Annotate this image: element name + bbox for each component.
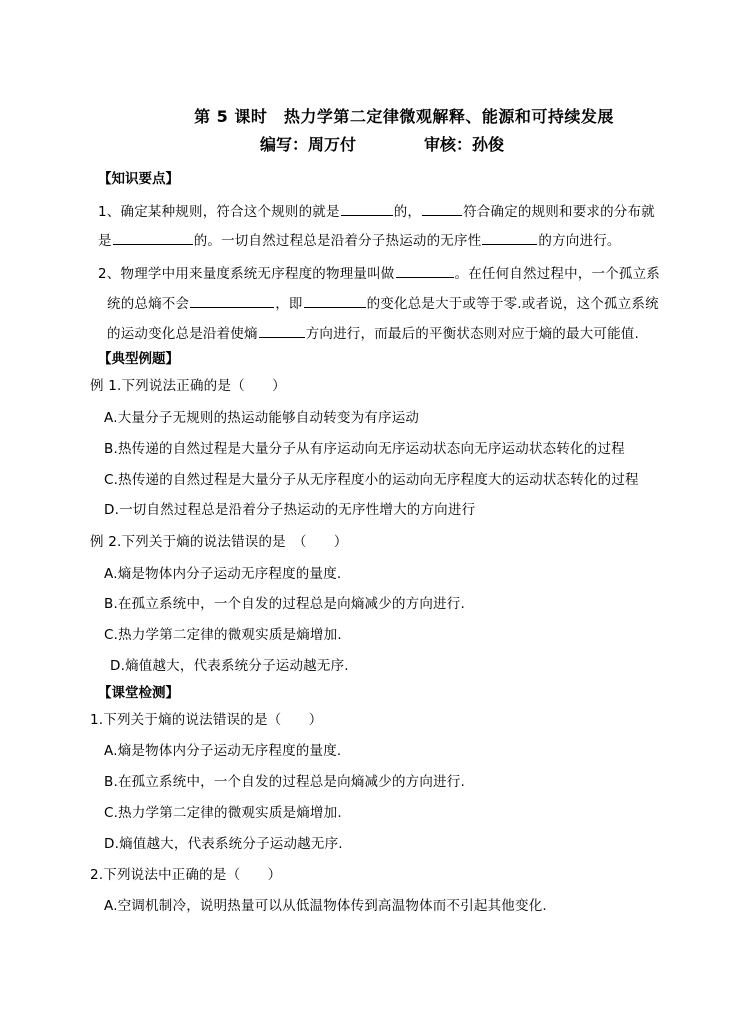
example1-option-c: C.热传递的自然过程是大量分子从无序程度小的运动向无序程度大的运动状态转化的过程 xyxy=(104,472,639,488)
section-heading-examples: 【典型例题】 xyxy=(98,351,179,367)
example2-option-b: B.在孤立系统中，一个自发的过程总是向熵减少的方向进行. xyxy=(104,596,465,612)
fill-blank xyxy=(190,293,274,308)
section-heading-knowledge: 【知识要点】 xyxy=(98,171,179,187)
check1-option-b: B.在孤立系统中，一个自发的过程总是向熵减少的方向进行. xyxy=(104,774,465,790)
fill-blank xyxy=(396,263,454,278)
example2-question: 例 2.下列关于熵的说法错误的是 （ ） xyxy=(90,534,348,550)
knowledge-line-5 xyxy=(107,322,639,342)
page-title: 第 5 课时 热力学第二定律微观解释、能源和可持续发展 xyxy=(194,107,614,126)
example2-option-d: D.熵值越大，代表系统分子运动越无序. xyxy=(110,658,349,674)
knowledge-text: 。在任何自然过程中，一个孤立系 xyxy=(454,266,660,282)
knowledge-text: 符合确定的规则和要求的分布就 xyxy=(463,204,655,220)
check1-question: 1.下列关于熵的说法错误的是（ ） xyxy=(90,712,323,728)
knowledge-text: 的， xyxy=(393,204,422,220)
example1-option-b: B.热传递的自然过程是大量分子从有序运动向无序运动状态向无序运动状态转化的过程 xyxy=(104,441,625,457)
example1-question: 例 1.下列说法正确的是（ ） xyxy=(90,378,286,394)
knowledge-text: 1、确定某种规则，符合这个规则的就是 xyxy=(98,204,340,220)
knowledge-text: 是 xyxy=(98,233,112,249)
reviewer-line: 审核：孙俊 xyxy=(424,135,505,154)
section-heading-check: 【课堂检测】 xyxy=(98,685,179,701)
fill-blank xyxy=(113,230,193,245)
knowledge-text: 方向进行，而最后的平衡状态则对应于熵的最大可能值. xyxy=(305,326,639,342)
knowledge-text: ，即 xyxy=(275,296,303,312)
knowledge-text: 的。一切自然过程总是沿着分子热运动的无序性 xyxy=(193,233,482,249)
knowledge-line-3 xyxy=(98,262,660,282)
knowledge-text: 2、物理学中用来量度系统无序程度的物理量叫做 xyxy=(98,266,395,282)
author-line: 编写：周万付 xyxy=(260,135,357,154)
check1-option-a: A.熵是物体内分子运动无序程度的量度. xyxy=(104,743,342,759)
knowledge-text: 的方向进行。 xyxy=(538,233,621,249)
fill-blank xyxy=(422,201,462,216)
check2-question: 2.下列说法中正确的是（ ） xyxy=(90,867,282,883)
fill-blank xyxy=(304,293,366,308)
check2-option-a: A.空调机制冷，说明热量可以从低温物体传到高温物体而不引起其他变化. xyxy=(104,898,547,914)
example2-option-a: A.熵是物体内分子运动无序程度的量度. xyxy=(104,566,342,582)
knowledge-text: 的变化总是大于或等于零.或者说，这个孤立系统 xyxy=(366,296,659,312)
knowledge-line-1 xyxy=(98,200,655,220)
check1-option-c: C.热力学第二定律的微观实质是熵增加. xyxy=(104,805,342,821)
check1-option-d: D.熵值越大，代表系统分子运动越无序. xyxy=(104,836,343,852)
knowledge-line-4 xyxy=(107,292,659,312)
fill-blank xyxy=(259,323,305,338)
example2-option-c: C.热力学第二定律的微观实质是熵增加. xyxy=(104,627,342,643)
knowledge-text: 统的总熵不会 xyxy=(107,296,190,312)
fill-blank xyxy=(341,201,393,216)
example1-option-d: D.一切自然过程总是沿着分子热运动的无序性增大的方向进行 xyxy=(104,502,476,518)
knowledge-text: 的运动变化总是沿着使熵 xyxy=(107,326,258,342)
fill-blank xyxy=(482,230,537,245)
knowledge-line-2 xyxy=(98,229,621,249)
example1-option-a: A.大量分子无规则的热运动能够自动转变为有序运动 xyxy=(104,410,420,426)
